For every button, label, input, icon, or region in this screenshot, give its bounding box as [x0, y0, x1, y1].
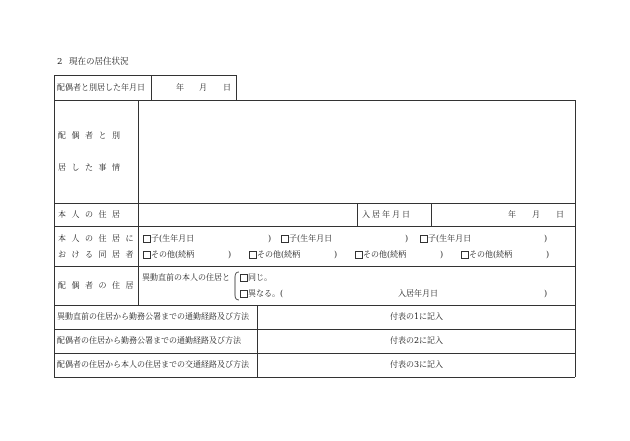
move-in-date-label: 入居年月日 — [362, 210, 412, 219]
child-1-checkbox[interactable] — [143, 235, 151, 243]
residence-divider-2 — [431, 203, 432, 226]
different-residence-label: 異なる。( — [248, 289, 284, 298]
row4-bottom-border — [54, 266, 575, 267]
spouse-move-in-date-label: 入居年月日 — [398, 289, 438, 298]
spouse-residence-label: 配偶者の住居 — [58, 281, 139, 290]
child-1-label: 子(生年月日 — [151, 234, 195, 243]
table-right-border — [575, 100, 576, 377]
other-1-close: ) — [228, 250, 232, 259]
separation-reason-label-1: 配偶者と別 — [58, 131, 126, 140]
other-1-label: その他(続柄 — [151, 250, 195, 259]
cohabitants-label-1: 本人の住居に — [58, 234, 139, 243]
move-in-month-unit: 月 — [532, 210, 540, 219]
separation-month-unit: 月 — [199, 83, 207, 92]
commute-3-value: 付表の3に記入 — [389, 360, 444, 369]
row1-right-border — [236, 75, 237, 100]
commute-1-value: 付表の1に記入 — [389, 312, 444, 321]
commute-3-label: 配偶者の住居から本人の住居までの交通経路及び方法 — [57, 360, 249, 369]
commute-1-label: 異動直前の住居から勤務公署までの通勤経路及び方法 — [57, 312, 249, 321]
row2-bottom-border — [54, 203, 575, 204]
other-2-label: その他(続柄 — [257, 250, 301, 259]
move-in-year-unit: 年 — [508, 210, 516, 219]
separation-reason-label-2: 居した事情 — [58, 163, 126, 172]
cohabitants-label-2: おける同居者 — [58, 250, 139, 259]
other-1-checkbox[interactable] — [143, 251, 151, 259]
row1-top-border — [54, 75, 236, 76]
other-2-checkbox[interactable] — [249, 251, 257, 259]
spouse-close-paren: ) — [544, 289, 548, 298]
other-3-checkbox[interactable] — [355, 251, 363, 259]
separation-year-unit: 年 — [176, 83, 184, 92]
other-4-checkbox[interactable] — [461, 251, 469, 259]
separation-reason-field[interactable] — [140, 102, 573, 201]
commute-2-label: 配偶者の住居から勤務公署までの通勤経路及び方法 — [57, 336, 241, 345]
child-2-checkbox[interactable] — [281, 235, 289, 243]
residence-divider-1 — [357, 203, 358, 226]
section-number: 2 — [57, 57, 63, 67]
other-2-close: ) — [334, 250, 338, 259]
row5-bottom-border — [54, 305, 575, 306]
other-4-close: ) — [546, 250, 550, 259]
different-residence-checkbox[interactable] — [240, 290, 248, 298]
move-in-day-unit: 日 — [556, 210, 564, 219]
spouse-residence-prompt: 異動直前の本人の住居と — [142, 273, 230, 282]
child-1-close: ) — [268, 234, 272, 243]
child-2-label: 子(生年月日 — [289, 234, 333, 243]
same-residence-checkbox[interactable] — [240, 274, 248, 282]
other-4-label: その他(続柄 — [469, 250, 513, 259]
commute-2-value: 付表の2に記入 — [389, 336, 444, 345]
section-title: 現在の居住状況 — [69, 57, 129, 67]
child-3-label: 子(生年月日 — [428, 234, 472, 243]
child-3-close: ) — [544, 234, 548, 243]
row1-bottom-border — [54, 100, 575, 101]
child-2-close: ) — [405, 234, 409, 243]
row1-divider — [151, 75, 152, 100]
separation-day-unit: 日 — [223, 83, 231, 92]
row7-bottom-border — [54, 353, 575, 354]
row8-bottom-border — [54, 377, 575, 378]
child-3-checkbox[interactable] — [420, 235, 428, 243]
row6-bottom-border — [54, 329, 575, 330]
row3-bottom-border — [54, 226, 575, 227]
same-residence-label: 同じ。 — [248, 273, 272, 282]
other-3-close: ) — [440, 250, 444, 259]
residence-label: 本人の住居 — [58, 210, 126, 219]
other-3-label: その他(続柄 — [363, 250, 407, 259]
separation-date-label: 配偶者と別居した年月日 — [57, 83, 145, 92]
residence-field[interactable] — [140, 205, 355, 224]
